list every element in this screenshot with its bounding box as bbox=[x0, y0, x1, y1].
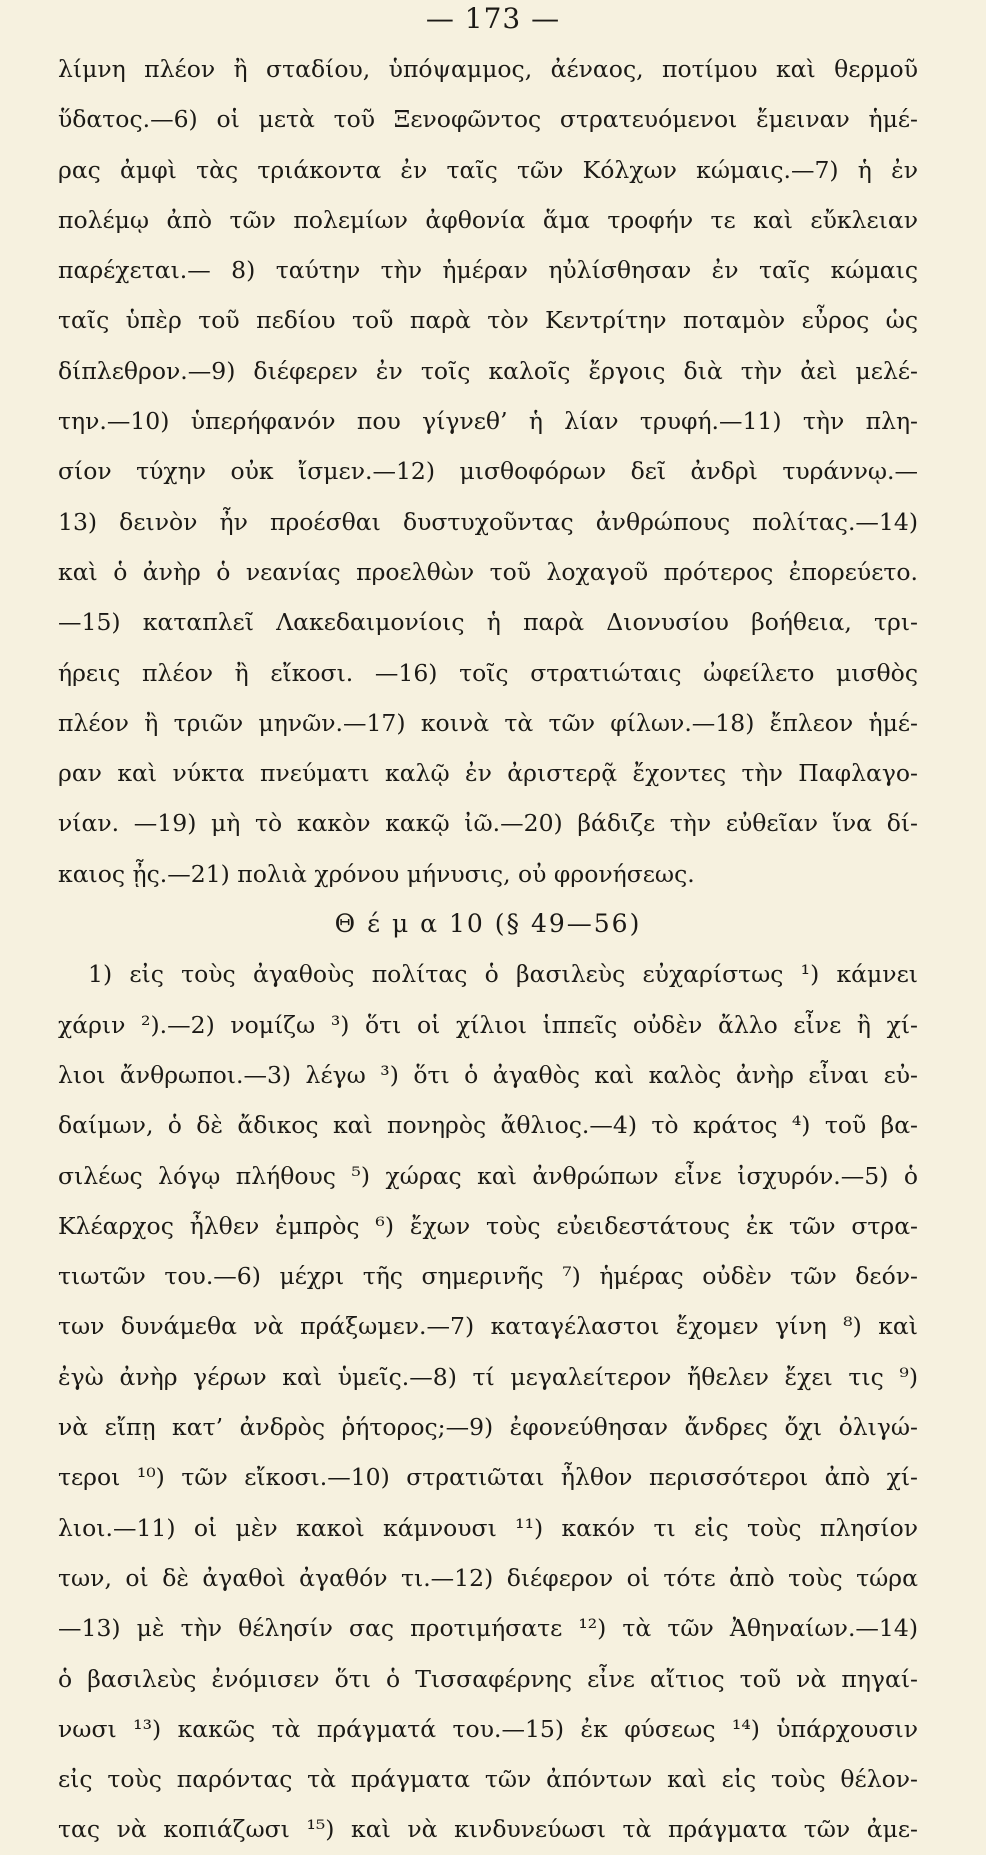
text-line: ρας ἀμφὶ τὰς τριάκοντα ἐν ταῖς τῶν Κόλχων κώμαις.—7) ἡ ἐν bbox=[58, 155, 918, 184]
text-line: ὁ βασιλεὺς ἐνόμισεν ὅτι ὁ Τισσαφέρνης εἶνε αἴτιος τοῦ νὰ πηγαί- bbox=[58, 1664, 918, 1693]
text-line: των, οἱ δὲ ἀγαθοὶ ἀγαθόν τι.—12) διέφερον οἱ τότε ἀπὸ τοὺς τώρα bbox=[58, 1563, 918, 1592]
section-heading-block bbox=[58, 899, 918, 949]
text-line: —15) καταπλεῖ Λακεδαιμονίοις ἡ παρὰ Διονυσίου βοήθεια, τρι- bbox=[58, 608, 918, 637]
text-line: 1) εἰς τοὺς ἀγαθοὺς πολίτας ὁ βασιλεὺς εὐχαρίστως ¹) κάμνει bbox=[88, 960, 918, 989]
exercise-text-top bbox=[58, 44, 918, 899]
text-line: ὕδατος.—6) οἱ μετὰ τοῦ Ξενοφῶντος στρατευόμενοι ἔμειναν ἡμέ- bbox=[58, 105, 918, 134]
section-heading: Θ έ μ α 10 (§ 49—56) bbox=[334, 909, 642, 939]
text-line: —13) μὲ τὴν θέλησίν σας προτιμήσατε ¹²) τὰ τῶν Ἀθηναίων.—14) bbox=[58, 1614, 918, 1643]
text-line: τας νὰ κοπιάζωσι ¹⁵) καὶ νὰ κινδυνεύωσι τὰ πράγματα τῶν ἀμε- bbox=[58, 1815, 918, 1844]
text-line: παρέχεται.— 8) ταύτην τὴν ἡμέραν ηὐλίσθησαν ἐν ταῖς κώμαις bbox=[58, 256, 918, 285]
text-line: νωσι ¹³) κακῶς τὰ πράγματά του.—15) ἐκ φύσεως ¹⁴) ὑπάρχουσιν bbox=[58, 1714, 918, 1743]
text-line: την.—10) ὑπερήφανόν που γίγνεθ’ ἡ λίαν τρυφή.—11) τὴν πλη- bbox=[58, 407, 918, 436]
text-line: λιοι ἄνθρωποι.—3) λέγω ³) ὅτι ὁ ἀγαθὸς καὶ καλὸς ἀνὴρ εἶναι εὐ- bbox=[58, 1060, 918, 1089]
text-line: τιωτῶν του.—6) μέχρι τῆς σημερινῆς ⁷) ἡμέρας οὐδὲν τῶν δεόν- bbox=[58, 1262, 918, 1291]
text-line: πλέον ἢ τριῶν μηνῶν.—17) κοινὰ τὰ τῶν φίλων.—18) ἔπλεον ἡμέ- bbox=[58, 708, 918, 737]
exercise-text-bottom bbox=[58, 949, 918, 1854]
text-line: ήρεις πλέον ἢ εἴκοσι. —16) τοῖς στρατιώταις ὠφείλετο μισθὸς bbox=[58, 658, 918, 687]
text-line: λιοι.—11) οἱ μὲν κακοὶ κάμνουσι ¹¹) κακόν τι εἰς τοὺς πλησίον bbox=[58, 1513, 918, 1542]
text-line: καιος ᾖς.—21) πολιὰ χρόνου μήνυσις, οὐ φρονήσεως. bbox=[58, 859, 695, 888]
text-line: καὶ ὁ ἀνὴρ ὁ νεανίας προελθὼν τοῦ λοχαγοῦ πρότερος ἐπορεύετο. bbox=[58, 557, 918, 586]
text-line: πολέμῳ ἀπὸ τῶν πολεμίων ἀφθονία ἅμα τροφήν τε καὶ εὔκλειαν bbox=[58, 205, 918, 234]
text-line: Κλέαρχος ἦλθεν ἐμπρὸς ⁶) ἔχων τοὺς εὐειδεστάτους ἐκ τῶν στρα- bbox=[58, 1211, 918, 1240]
text-line: εἰς τοὺς παρόντας τὰ πράγματα τῶν ἀπόντων καὶ εἰς τοὺς θέλον- bbox=[58, 1765, 918, 1794]
text-line: 13) δεινὸν ἦν προέσθαι δυστυχοῦντας ἀνθρώπους πολίτας.—14) bbox=[58, 507, 918, 536]
text-line: δαίμων, ὁ δὲ ἄδικος καὶ πονηρὸς ἄθλιος.—4) τὸ κράτος ⁴) τοῦ βα- bbox=[58, 1111, 918, 1140]
text-line: νὰ εἴπῃ κατ’ ἀνδρὸς ῥήτορος;—9) ἐφονεύθησαν ἄνδρες ὄχι ὀλιγώ- bbox=[58, 1413, 918, 1442]
text-line: νίαν. —19) μὴ τὸ κακὸν κακῷ ἰῶ.—20) βάδιζε τὴν εὐθεῖαν ἵνα δί- bbox=[58, 809, 918, 838]
text-line: σίον τύχην οὐκ ἴσμεν.—12) μισθοφόρων δεῖ ἀνδρὶ τυράννῳ.— bbox=[58, 457, 918, 486]
text-line: ραν καὶ νύκτα πνεύματι καλῷ ἐν ἀριστερᾷ ἔχοντες τὴν Παφλαγο- bbox=[58, 759, 918, 788]
text-line: χάριν ²).—2) νομίζω ³) ὅτι οἱ χίλιοι ἱππεῖς οὐδὲν ἄλλο εἶνε ἢ χί- bbox=[58, 1010, 918, 1039]
text-line: τεροι ¹⁰) τῶν εἴκοσι.—10) στρατιῶται ἦλθον περισσότεροι ἀπὸ χί- bbox=[58, 1463, 918, 1492]
text-line: λίμνη πλέον ἢ σταδίου, ὑπόψαμμος, ἀέναος, ποτίμου καὶ θερμοῦ bbox=[58, 55, 918, 83]
text-line: ἐγὼ ἀνὴρ γέρων καὶ ὑμεῖς.—8) τί μεγαλείτερον ἤθελεν ἔχει τις ⁹) bbox=[58, 1362, 918, 1391]
text-line: ταῖς ὑπὲρ τοῦ πεδίου τοῦ παρὰ τὸν Κεντρίτην ποταμὸν εὖρος ὡς bbox=[58, 306, 918, 335]
text-line: σιλέως λόγῳ πλήθους ⁵) χώρας καὶ ἀνθρώπων εἶνε ἰσχυρόν.—5) ὁ bbox=[58, 1161, 918, 1190]
text-line: των δυνάμεθα νὰ πράξωμεν.—7) καταγέλαστοι ἔχομεν γίνη ⁸) καὶ bbox=[58, 1312, 918, 1341]
text-line: δίπλεθρον.—9) διέφερεν ἐν τοῖς καλοῖς ἔργοις διὰ τὴν ἀεὶ μελέ- bbox=[58, 356, 918, 385]
page-number: — 173 — bbox=[425, 2, 561, 35]
